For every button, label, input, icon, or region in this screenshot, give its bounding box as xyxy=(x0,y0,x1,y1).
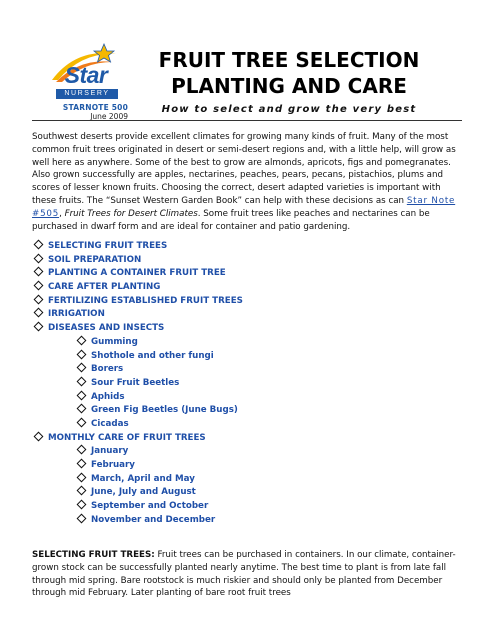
toc-item xyxy=(32,473,464,487)
toc-item xyxy=(32,459,464,473)
diamond-bullet-icon xyxy=(34,281,44,291)
diamond-bullet-icon xyxy=(34,240,44,250)
section-heading: SELECTING FRUIT TREES: xyxy=(32,550,155,560)
toc-link[interactable]: FERTILIZING ESTABLISHED FRUIT TREES xyxy=(48,295,243,306)
toc-item xyxy=(32,404,464,418)
toc-item xyxy=(32,254,464,268)
diamond-bullet-icon xyxy=(34,294,44,304)
diamond-bullet-icon xyxy=(77,513,87,523)
diamond-bullet-icon xyxy=(77,335,87,345)
diamond-bullet-icon xyxy=(77,390,87,400)
selecting-fruit-trees-section xyxy=(32,549,464,600)
toc-item xyxy=(32,308,464,322)
toc-link[interactable]: CARE AFTER PLANTING xyxy=(48,282,161,293)
toc-link[interactable]: Shothole and other fungi xyxy=(91,350,214,361)
toc-item xyxy=(32,418,464,432)
toc-link[interactable]: Green Fig Beetles (June Bugs) xyxy=(91,405,238,416)
toc-item xyxy=(32,486,464,500)
toc-item xyxy=(32,240,464,254)
toc-item xyxy=(32,391,464,405)
diamond-bullet-icon xyxy=(34,253,44,263)
diamond-bullet-icon xyxy=(34,267,44,277)
logo-subtitle: NURSERY xyxy=(56,89,118,99)
toc-item xyxy=(32,500,464,514)
diamond-bullet-icon xyxy=(77,445,87,455)
intro-text-1: Southwest deserts provide excellent climates for growing many kinds of fruit. Many of the most common fruit trees originated in desert or semi-desert regions and, with a little help, will grow as well here as anywhere. Some of the best to grow are almonds, apricots, figs and pomegranates. Also grown successfully are apples, nectarines, peaches, pears, pecans, pistachios, plums and scores of lesser known fruits. Choosing the correct, desert adapted varieties is important with these fruits. The “Sunset Western Garden Book” can help with these decisions as can xyxy=(32,132,456,206)
toc-item xyxy=(32,363,464,377)
diamond-bullet-icon xyxy=(77,459,87,469)
toc-link[interactable]: IRRIGATION xyxy=(48,309,105,320)
toc-link[interactable]: Aphids xyxy=(91,391,125,402)
toc-link[interactable]: Borers xyxy=(91,364,124,375)
toc-link[interactable]: January xyxy=(91,446,129,457)
toc-link[interactable]: DISEASES AND INSECTS xyxy=(48,323,165,334)
toc-link[interactable]: Sour Fruit Beetles xyxy=(91,377,180,388)
toc-item xyxy=(32,432,464,446)
diamond-bullet-icon xyxy=(34,308,44,318)
toc-item xyxy=(32,295,464,309)
toc-item xyxy=(32,267,464,281)
diamond-bullet-icon xyxy=(34,322,44,332)
star-note-505-link[interactable]: Star Note #505 xyxy=(32,195,456,219)
toc-link[interactable]: November and December xyxy=(91,514,216,525)
toc-item xyxy=(32,445,464,459)
toc-item xyxy=(32,514,464,528)
diamond-bullet-icon xyxy=(77,363,87,373)
logo-wordmark: Star xyxy=(64,62,108,88)
diamond-bullet-icon xyxy=(77,500,87,510)
title-line-2: PLANTING AND CARE xyxy=(171,74,407,98)
toc-link[interactable]: MONTHLY CARE OF FRUIT TREES xyxy=(48,432,206,443)
intro-italic-title: Fruit Trees for Desert Climates xyxy=(64,208,198,219)
toc-item xyxy=(32,322,464,336)
diamond-bullet-icon xyxy=(77,472,87,482)
toc-link[interactable]: SELECTING FRUIT TREES xyxy=(48,241,168,251)
toc-link[interactable]: March, April and May xyxy=(91,473,195,484)
title-line-1: FRUIT TREE SELECTION xyxy=(158,48,420,72)
star-nursery-logo xyxy=(46,40,124,100)
page-title xyxy=(140,47,438,99)
diamond-bullet-icon xyxy=(77,417,87,427)
toc-link[interactable]: February xyxy=(91,460,135,470)
toc-link[interactable]: PLANTING A CONTAINER FRUIT TREE xyxy=(48,268,226,279)
toc-link[interactable]: June, July and August xyxy=(91,487,196,498)
intro-text-2: , xyxy=(59,208,65,219)
section-text: Fruit trees can be purchased in containers. In our climate, container-grown stock can be successfully planted nearly anytime. The best time to plant is from late fall through mid spring. Bare rootstock is much riskier and should only be planted from December through mid February. Later planting of bare root fruit trees xyxy=(32,550,456,599)
toc-link[interactable]: Gumming xyxy=(91,336,138,347)
toc-item xyxy=(32,350,464,364)
diamond-bullet-icon xyxy=(34,431,44,441)
diamond-bullet-icon xyxy=(77,486,87,496)
diamond-bullet-icon xyxy=(77,349,87,359)
toc-item xyxy=(32,281,464,295)
toc-link[interactable]: Cicadas xyxy=(91,418,129,429)
table-of-contents xyxy=(32,240,464,527)
intro-text-3: . Some fruit trees like peaches and nectarines can be purchased in dwarf form and are ideal for container and patio gardening. xyxy=(32,208,430,232)
page-subtitle: How to select and grow the very best xyxy=(161,104,417,115)
starnote-number: STARNOTE 500 xyxy=(62,103,128,112)
diamond-bullet-icon xyxy=(77,404,87,414)
toc-link[interactable]: September and October xyxy=(91,501,209,512)
toc-item xyxy=(32,336,464,350)
publication-date: June 2009 xyxy=(90,112,128,121)
toc-item xyxy=(32,377,464,391)
toc-link[interactable]: SOIL PREPARATION xyxy=(48,254,142,265)
intro-paragraph xyxy=(32,131,464,233)
diamond-bullet-icon xyxy=(77,376,87,386)
header-divider xyxy=(32,120,462,121)
